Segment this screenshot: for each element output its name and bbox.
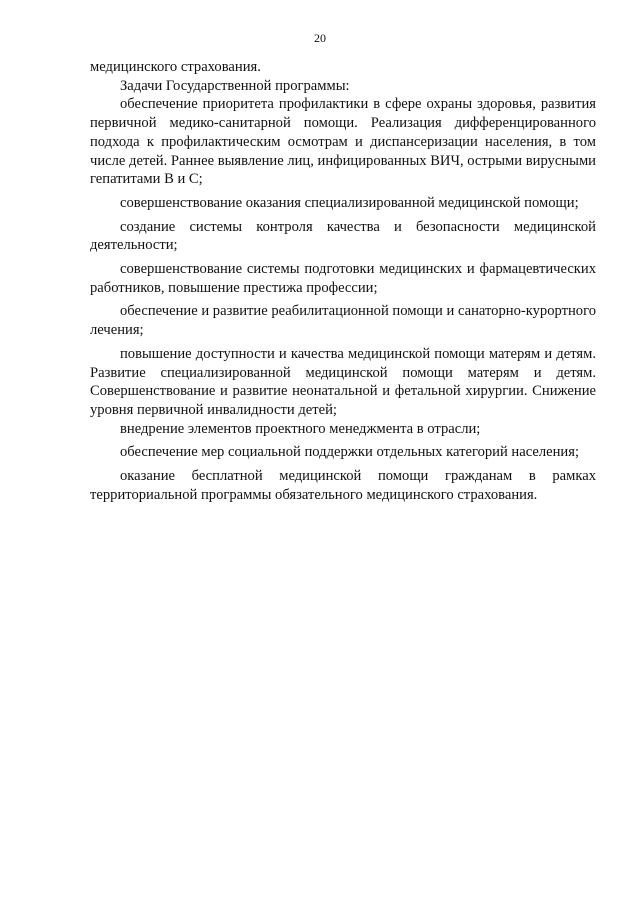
task-item-9: оказание бесплатной медицинской помощи гражданам в рамках территориальной программы обязательного медицинского страхования. [90,468,596,503]
continuation-text: медицинского страхования. [90,59,261,75]
tasks-heading: Задачи Государственной программы: [120,77,350,94]
task-item-6: повышение доступности и качества медицинской помощи матерям и детям. Развитие специализированной медицинской помощи матерям и детям. Совершенствование и развитие неонатальной и фетальной хирургии. Снижение уровня первичной инвалидности детей; [90,345,596,418]
task-item-5: обеспечение и развитие реабилитационной помощи и санаторно-курортного лечения; [90,303,597,339]
task-item-4: совершенствование системы подготовки медицинских и фармацевтических работников, повышение престижа профессии; [90,261,596,296]
task-item-2: совершенствование оказания специализированной медицинской помощи; [120,194,579,211]
page-number: 20 [314,31,326,45]
task-item-1: обеспечение приоритета профилактики в сфере охраны здоровья, развития первичной медико-санитарной помощи. Реализация дифференцированного подхода к профилактическим осмотрам и диспансеризации населения, в том числе детей. Раннее выявление лиц, инфицированных ВИЧ, острыми вирусными гепатитами В и С; [90,96,596,188]
document-body [90,58,596,504]
task-item-8: обеспечение мер социальной поддержки отдельных категорий населения; [120,444,580,461]
task-item-7: внедрение элементов проектного менеджмента в отрасли; [120,420,481,437]
task-item-3: создание системы контроля качества и безопасности медицинской деятельности; [90,218,596,254]
